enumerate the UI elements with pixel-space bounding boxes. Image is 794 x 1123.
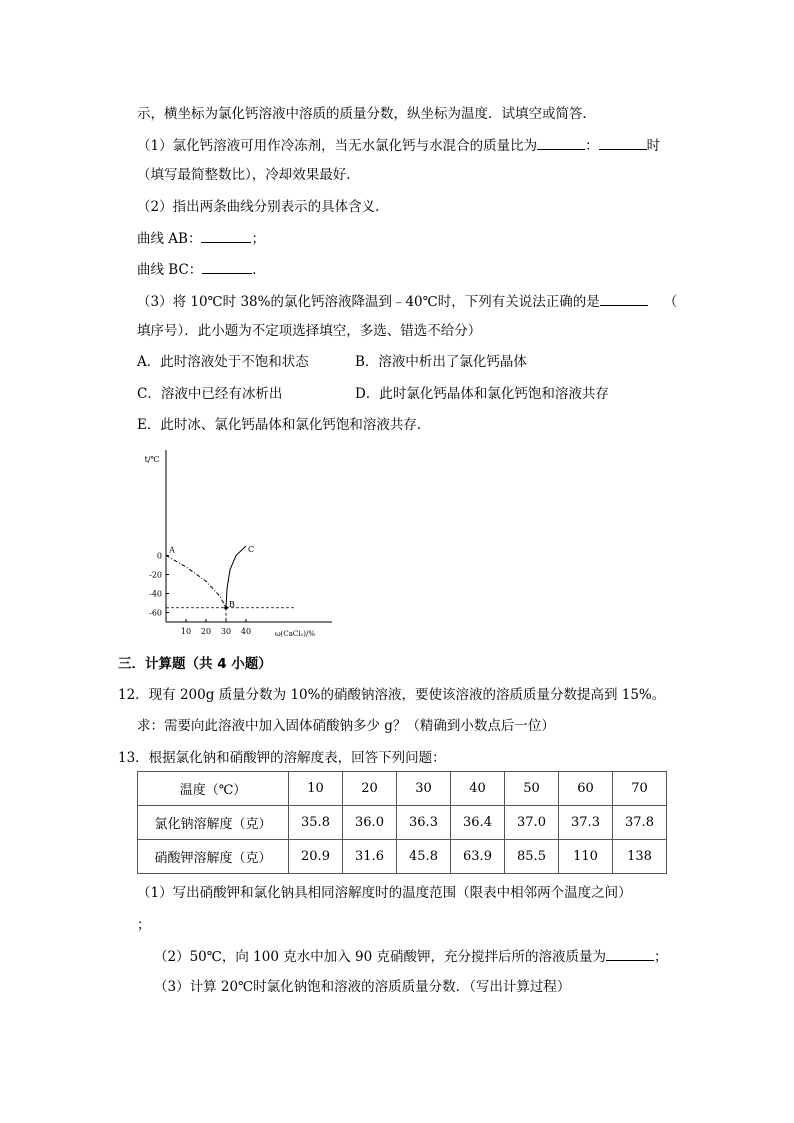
q3-paren: （ xyxy=(663,294,678,310)
y-tick-label: -60 xyxy=(149,608,162,618)
option-e: E．此时冰、氯化钙晶体和氯化钙饱和溶液共存． xyxy=(137,417,431,433)
table-row xyxy=(138,840,667,874)
question-13: 13．根据氯化钠和硝酸钾的溶解度表，回答下列问题： xyxy=(118,750,446,766)
question-1 xyxy=(137,135,660,156)
table-cell: 37.8 xyxy=(613,806,667,840)
answer-blank[interactable] xyxy=(606,946,654,961)
table-cell: 50 xyxy=(505,772,559,806)
option-b: B．溶液中析出了氯化钙晶体 xyxy=(355,354,527,370)
curve-ab-label: 曲线 AB： xyxy=(137,231,202,247)
point-b-marker xyxy=(224,606,228,610)
curve-bc-label: 曲线 BC： xyxy=(137,262,203,278)
table-cell: 40 xyxy=(451,772,505,806)
table-cell: 37.0 xyxy=(505,806,559,840)
question-2: （2）指出两条曲线分别表示的具体含义． xyxy=(137,199,389,215)
y-tick-label: -20 xyxy=(149,570,162,580)
table-cell: 20 xyxy=(343,772,397,806)
y-axis-label: t/℃ xyxy=(144,455,160,464)
point-label-c: C xyxy=(247,545,255,554)
table-cell: 10 xyxy=(289,772,343,806)
curve-ab-end: ； xyxy=(251,231,265,247)
q13-part2 xyxy=(154,946,667,967)
table-cell: 30 xyxy=(397,772,451,806)
y-tick-label: -40 xyxy=(149,589,162,599)
question-3 xyxy=(137,291,677,312)
table-cell: 36.4 xyxy=(451,806,505,840)
table-cell: 35.8 xyxy=(289,806,343,840)
table-row xyxy=(138,806,667,840)
curve-bc-line xyxy=(137,259,266,280)
q13-part2-end: ； xyxy=(653,949,668,965)
table-cell: 温度（℃） xyxy=(138,772,289,806)
table-cell: 60 xyxy=(559,772,613,806)
phase-diagram-chart xyxy=(140,446,340,646)
table-cell: 63.9 xyxy=(451,840,505,874)
y-tick-label: 0 xyxy=(156,551,162,561)
q1-colon: ： xyxy=(585,138,599,154)
table-cell: 85.5 xyxy=(505,840,559,874)
table-cell: 硝酸钾溶解度（克） xyxy=(138,840,289,874)
q13-part1: （1）写出硝酸钾和氯化钠具相同溶解度时的温度范围（限表中相邻两个温度之间） xyxy=(137,885,632,901)
table-cell: 31.6 xyxy=(343,840,397,874)
q13-part2-text: （2）50℃，向 100 克水中加入 90 克硝酸钾，充分搅拌后所的溶液质量为 xyxy=(154,949,606,965)
q13-part3: （3）计算 20℃时氯化钠饱和溶液的溶质质量分数．（写出计算过程） xyxy=(154,979,571,995)
question-12-ask: 求：需要向此溶液中加入固体硝酸钠多少 g？（精确到小数点后一位） xyxy=(137,718,555,734)
option-d: D．此时氯化钙晶体和氯化钙饱和溶液共存 xyxy=(355,386,609,402)
point-label-a: A xyxy=(169,545,175,555)
curve-ab-line xyxy=(137,228,265,249)
series-ab-curve xyxy=(166,556,226,608)
table-cell: 70 xyxy=(613,772,667,806)
x-tick-label: 40 xyxy=(240,627,252,636)
table-row xyxy=(138,772,667,806)
table-cell: 36.3 xyxy=(397,806,451,840)
table-cell: 110 xyxy=(559,840,613,874)
x-tick-label: 30 xyxy=(220,627,232,636)
table-cell: 20.9 xyxy=(289,840,343,874)
answer-blank[interactable] xyxy=(201,228,251,243)
option-a: A．此时溶液处于不饱和状态 xyxy=(137,354,309,370)
section-3-title: 三．计算题（共 4 小题） xyxy=(118,656,272,672)
answer-blank[interactable] xyxy=(202,259,252,274)
q1-end: 时 xyxy=(646,138,661,154)
answer-blank[interactable] xyxy=(599,135,647,150)
answer-blank[interactable] xyxy=(600,291,648,306)
q13-part1-end: ； xyxy=(137,917,151,933)
q3-text: （3）将 10℃时 38%的氯化钙溶液降温到﹣40℃时，下列有关说法正确的是 xyxy=(137,294,600,310)
q1-text: （1）氯化钙溶液可用作冷冻剂，当无水氯化钙与水混合的质量比为 xyxy=(137,138,538,154)
x-axis-label: ω(CaCl₂)/% xyxy=(274,630,316,638)
table-cell: 36.0 xyxy=(343,806,397,840)
table-cell: 氯化钠溶解度（克） xyxy=(138,806,289,840)
q3-continuation: 填序号）．此小题为不定项选择填空，多选、错选不给分） xyxy=(137,323,482,339)
answer-blank[interactable] xyxy=(537,135,585,150)
table-cell: 37.3 xyxy=(559,806,613,840)
q1-continuation: （填写最简整数比），冷却效果最好． xyxy=(137,167,360,183)
x-tick-label: 20 xyxy=(200,627,212,636)
intro-line1: 示，横坐标为氯化钙溶液中溶质的质量分数，纵坐标为温度．试填空或简答． xyxy=(137,106,596,122)
table-cell: 45.8 xyxy=(397,840,451,874)
point-label-b: B xyxy=(229,599,235,609)
solubility-table xyxy=(137,771,667,874)
series-bc-curve xyxy=(226,546,246,608)
x-tick-label: 10 xyxy=(180,627,192,636)
option-c: C．溶液中已经有冰析出 xyxy=(137,386,283,402)
question-12: 12．现有 200g 质量分数为 10%的硝酸钠溶液，要使该溶液的溶质质量分数提高到 15%。 xyxy=(118,687,666,703)
curve-bc-end: ． xyxy=(252,262,266,278)
table-cell: 138 xyxy=(613,840,667,874)
